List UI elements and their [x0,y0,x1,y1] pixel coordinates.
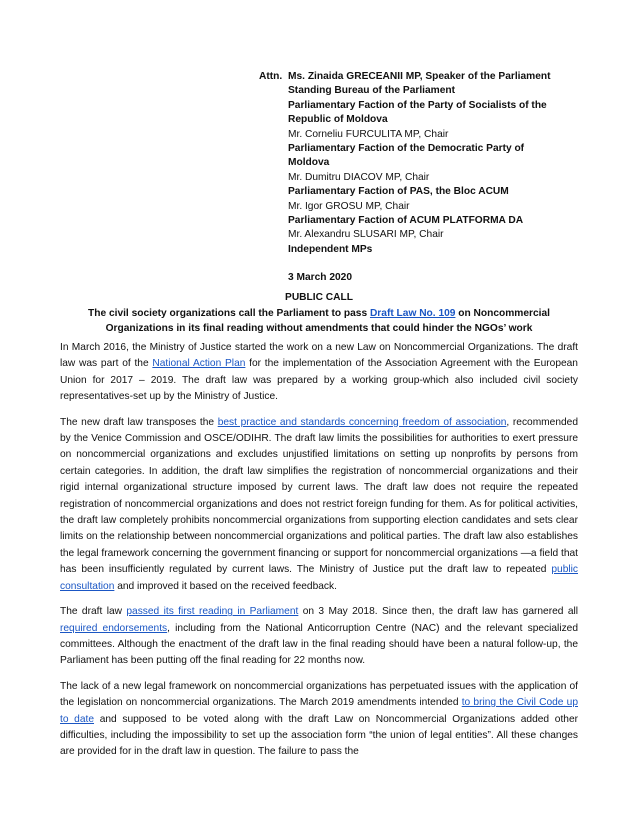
subtitle-text: on Noncommercial Organizations in its final reading without amendments that could hinder the NGOs’ work [105,307,550,334]
addressee-list [288,70,556,286]
paragraph-text: for the implementation of the Association Agreement with the European Union for 2017 – 2019. The draft law was prepared by a working group-which also included civil society representatives-set up by the Ministry of Justice. [60,358,578,403]
attn-label: Attn. [259,71,283,82]
paragraph-2 [60,415,578,595]
paragraph-text: , recommended by the Venice Commission and OSCE/ODIHR. The draft law limits the possibilities for authorities to exert pressure on noncommercial organizations and excludes unjustified limitations on setting up nonprofits by persons from certain categories. In addition, the draft law simplifies the registration of noncommercial organizations and their rigid internal organizational structure imposed by current laws. The draft law does not require the repeated registration of noncommercial organizations and does not restrict foreign funding for them. As for political activities, the draft law completely prohibits noncommercial organizations from supporting election candidates and sets clear limits on the relationship between noncommercial organizations and political parties. The draft law also establishes the legal framework concerning the government financing or support for noncommercial organizations —a field that has been insufficiently regulated by current laws. The Ministry of Justice put the draft law to repeated [60,416,578,576]
paragraph-text: The lack of a new legal framework on noncommercial organizations has perpetuated issues with the application of the legislation on noncommercial organizations. The March 2019 amendments intended [60,680,578,709]
draft-law-link[interactable]: Draft Law No. 109 [369,307,456,319]
paragraph-3 [60,604,578,670]
addressee-line: Mr. Dumitru DIACOV MP, Chair [288,171,430,183]
paragraph-text: The new draft law transposes the [60,416,218,428]
best-practice-link[interactable]: best practice and standards concerning freedom of association [217,416,507,428]
addressee-line: Mr. Alexandru SLUSARI MP, Chair [288,229,444,241]
addressee-line: Parliamentary Faction of ACUM PLATFORMA DA [288,215,524,227]
paragraph-text: and improved it based on the received feedback. [114,580,337,592]
paragraph-text: on 3 May 2018. Since then, the draft law has garnered all [298,606,579,618]
document-body [60,340,578,770]
national-action-plan-link[interactable]: National Action Plan [152,358,246,370]
public-consultation-link[interactable]: public consultation [60,564,578,592]
paragraph-text: The draft law [60,606,127,618]
public-call-heading-block [60,290,578,337]
public-call-subtitle [60,306,578,337]
required-endorsements-link[interactable]: required endorsements [60,622,168,634]
paragraph-text: In March 2016, the Ministry of Justice started the work on a new Law on Noncommercial Organizations. The draft law was part of the [60,342,578,370]
public-call-title: PUBLIC CALL [285,292,353,303]
paragraph-1 [60,340,578,406]
addressee-line: Parliamentary Faction of the Democratic Party of Moldova [288,143,525,169]
paragraph-4 [60,679,578,761]
addressee-line: Parliamentary Faction of PAS, the Bloc ACUM [288,186,509,198]
addressee-line: Mr. Igor GROSU MP, Chair [288,200,410,212]
letter-date: 3 March 2020 [288,272,352,284]
addressee-line: Independent MPs [288,243,373,255]
addressee-line: Mr. Corneliu FURCULITA MP, Chair [288,128,449,140]
paragraph-text: and supposed to be voted along with the draft Law on Noncommercial Organizations added other difficulties, including the impossibility to set up the association form “the union of legal entities”. All these changes are provided for in the draft law in question. The failure to pass the [60,713,578,758]
addressee-line: Standing Bureau of the Parliament [288,85,455,97]
civil-code-link[interactable]: to bring the Civil Code up to date [60,697,578,725]
addressee-line: Parliamentary Faction of the Party of Socialists of the Republic of Moldova [288,99,547,126]
first-reading-link[interactable]: passed its first reading in Parliament [126,606,299,618]
addressee-line: Ms. Zinaida GRECEANII MP, Speaker of the Parliament [288,71,551,82]
paragraph-text: , including from the National Anticorruption Centre (NAC) and the relevant specialized committees. Although the enactment of the draft law in the final reading should have been a natural follow-up, the Parliament has been putting off the final reading for 22 months now. [60,622,579,667]
subtitle-text: The civil society organizations call the Parliament to pass [88,307,370,319]
